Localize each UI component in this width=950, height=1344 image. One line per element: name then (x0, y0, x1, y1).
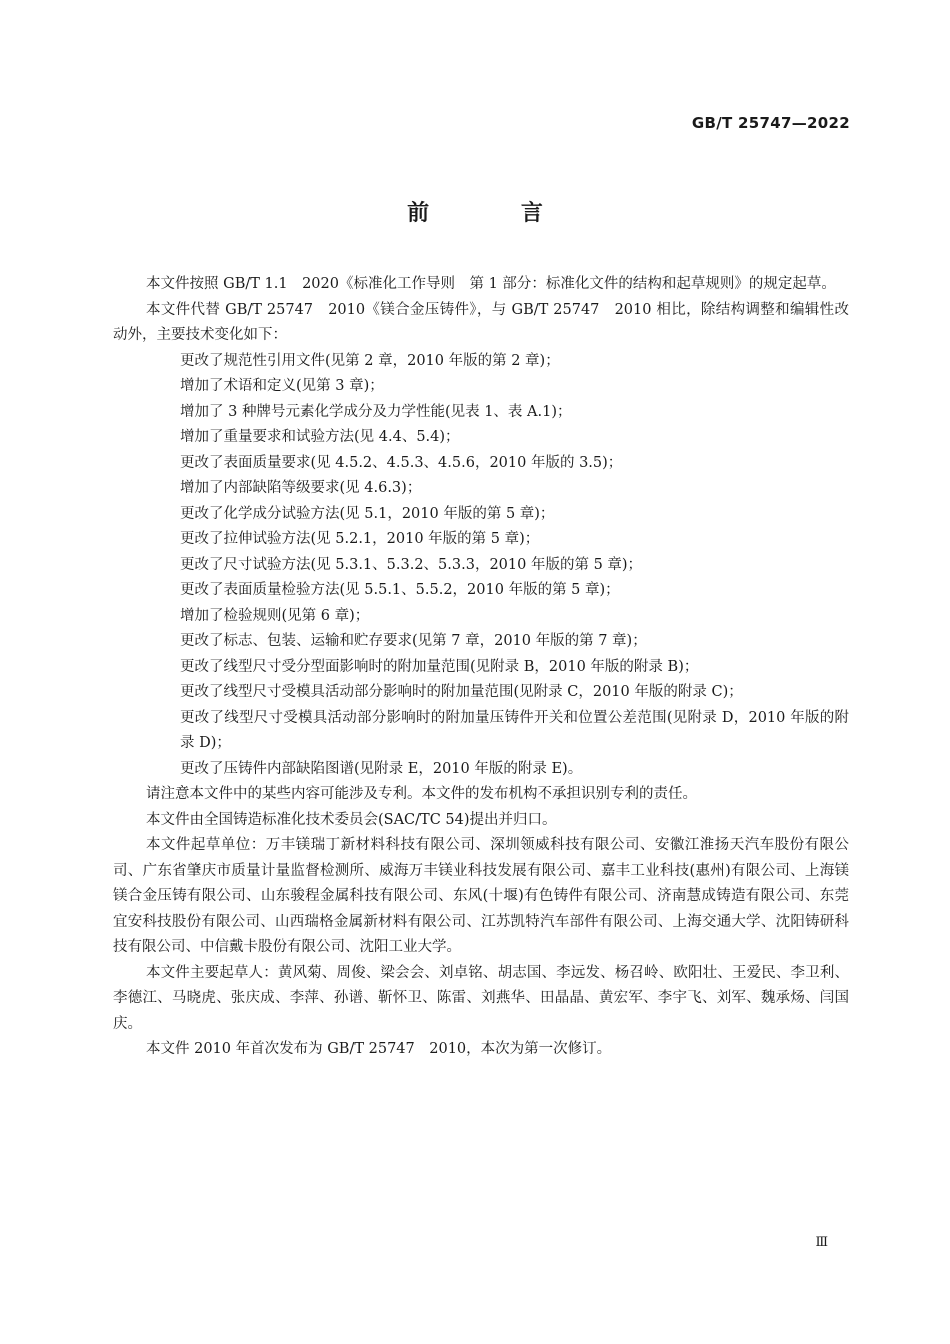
page-title: 前 言 (407, 201, 585, 226)
drafting-units: 本文件起草单位：万丰镁瑞丁新材料科技有限公司、深圳领威科技有限公司、安徽江淮扬天汽车股份有限公司、广东省肇庆市质量计量监督检测所、威海万丰镁业科技发展有限公司、嘉丰工业科技(惠州)有限公司、上海镁镁合金压铸有限公司、山东骏程金属科技有限公司、东风(十堰)有色铸件有限公司、济南慧成铸造有限公司、东莞宜安科技股份有限公司、山西瑞格金属新材料有限公司、江苏凯特汽车部件有限公司、上海交通大学、沈阳铸研科技有限公司、中信戴卡股份有限公司、沈阳工业大学。 (113, 837, 849, 955)
change-item: 更改了表面质量检验方法(见 5.5.1、5.5.2，2010 年版的第 5 章)； (180, 582, 620, 598)
change-item: 增加了检验规则(见第 6 章)； (180, 607, 370, 624)
change-item: 更改了表面质量要求(见 4.5.2、4.5.3、4.5.6，2010 年版的 3.5)； (180, 454, 623, 471)
drafters: 本文件主要起草人：黄风菊、周俊、梁会会、刘卓铭、胡志国、李远发、杨召岭、欧阳壮、王爱民、李卫利、李德江、马晓虎、张庆成、李萍、孙谱、靳怀卫、陈雷、刘燕华、田晶晶、黄宏军、李宇飞、刘军、魏承炀、闫国庆。 (113, 964, 849, 1032)
change-item: 更改了线型尺寸受分型面影响时的附加量范围(见附录 B，2010 年版的附录 B)； (180, 658, 699, 675)
change-item: 增加了重量要求和试验方法(见 4.4、5.4)； (180, 429, 460, 445)
change-item: 增加了 3 种牌号元素化学成分及力学性能(见表 1、表 A.1)； (180, 403, 572, 420)
paragraph: 请注意本文件中的某些内容可能涉及专利。本文件的发布机构不承担识别专利的责任。 (146, 786, 697, 802)
change-item: 更改了尺寸试验方法(见 5.3.1、5.3.2、5.3.3，2010 年版的第 5 章)； (180, 556, 643, 573)
foreword-body (113, 272, 849, 1063)
change-item: 增加了术语和定义(见第 3 章)； (180, 378, 384, 394)
change-item: 增加了内部缺陷等级要求(见 4.6.3)； (180, 480, 422, 496)
paragraph: 本文件按照 GB/T 1.1 2020《标准化工作导则 第 1 部分：标准化文件的结构和起草规则》的规定起草。 (146, 276, 836, 292)
change-item: 更改了线型尺寸受模具活动部分影响时的附加量压铸件开关和位置公差范围(见附录 D，2010 年版的附录 D)； (180, 709, 849, 751)
paragraph: 本文件 2010 年首次发布为 GB/T 25747 2010，本次为第一次修订。 (146, 1041, 612, 1057)
change-item: 更改了化学成分试验方法(见 5.1，2010 年版的第 5 章)； (180, 505, 555, 522)
paragraph: 本文件由全国铸造标准化技术委员会(SAC/TC 54)提出并归口。 (146, 811, 557, 828)
paragraph: 本文件代替 GB/T 25747 2010《镁合金压铸件》，与 GB/T 25747 2010 相比，除结构调整和编辑性改动外，主要技术变化如下： (113, 301, 849, 343)
standard-code: GB/T 25747—2022 (691, 114, 850, 132)
change-item: 更改了线型尺寸受模具活动部分影响时的附加量范围(见附录 C，2010 年版的附录 C)； (180, 684, 743, 700)
change-item: 更改了规范性引用文件(见第 2 章，2010 年版的第 2 章)； (180, 352, 560, 369)
change-item: 更改了拉伸试验方法(见 5.2.1，2010 年版的第 5 章)； (180, 531, 540, 547)
page-number: Ⅲ (815, 1235, 828, 1250)
change-item: 更改了压铸件内部缺陷图谱(见附录 E，2010 年版的附录 E)。 (180, 760, 583, 777)
change-item: 更改了标志、包装、运输和贮存要求(见第 7 章，2010 年版的第 7 章)； (180, 633, 647, 649)
